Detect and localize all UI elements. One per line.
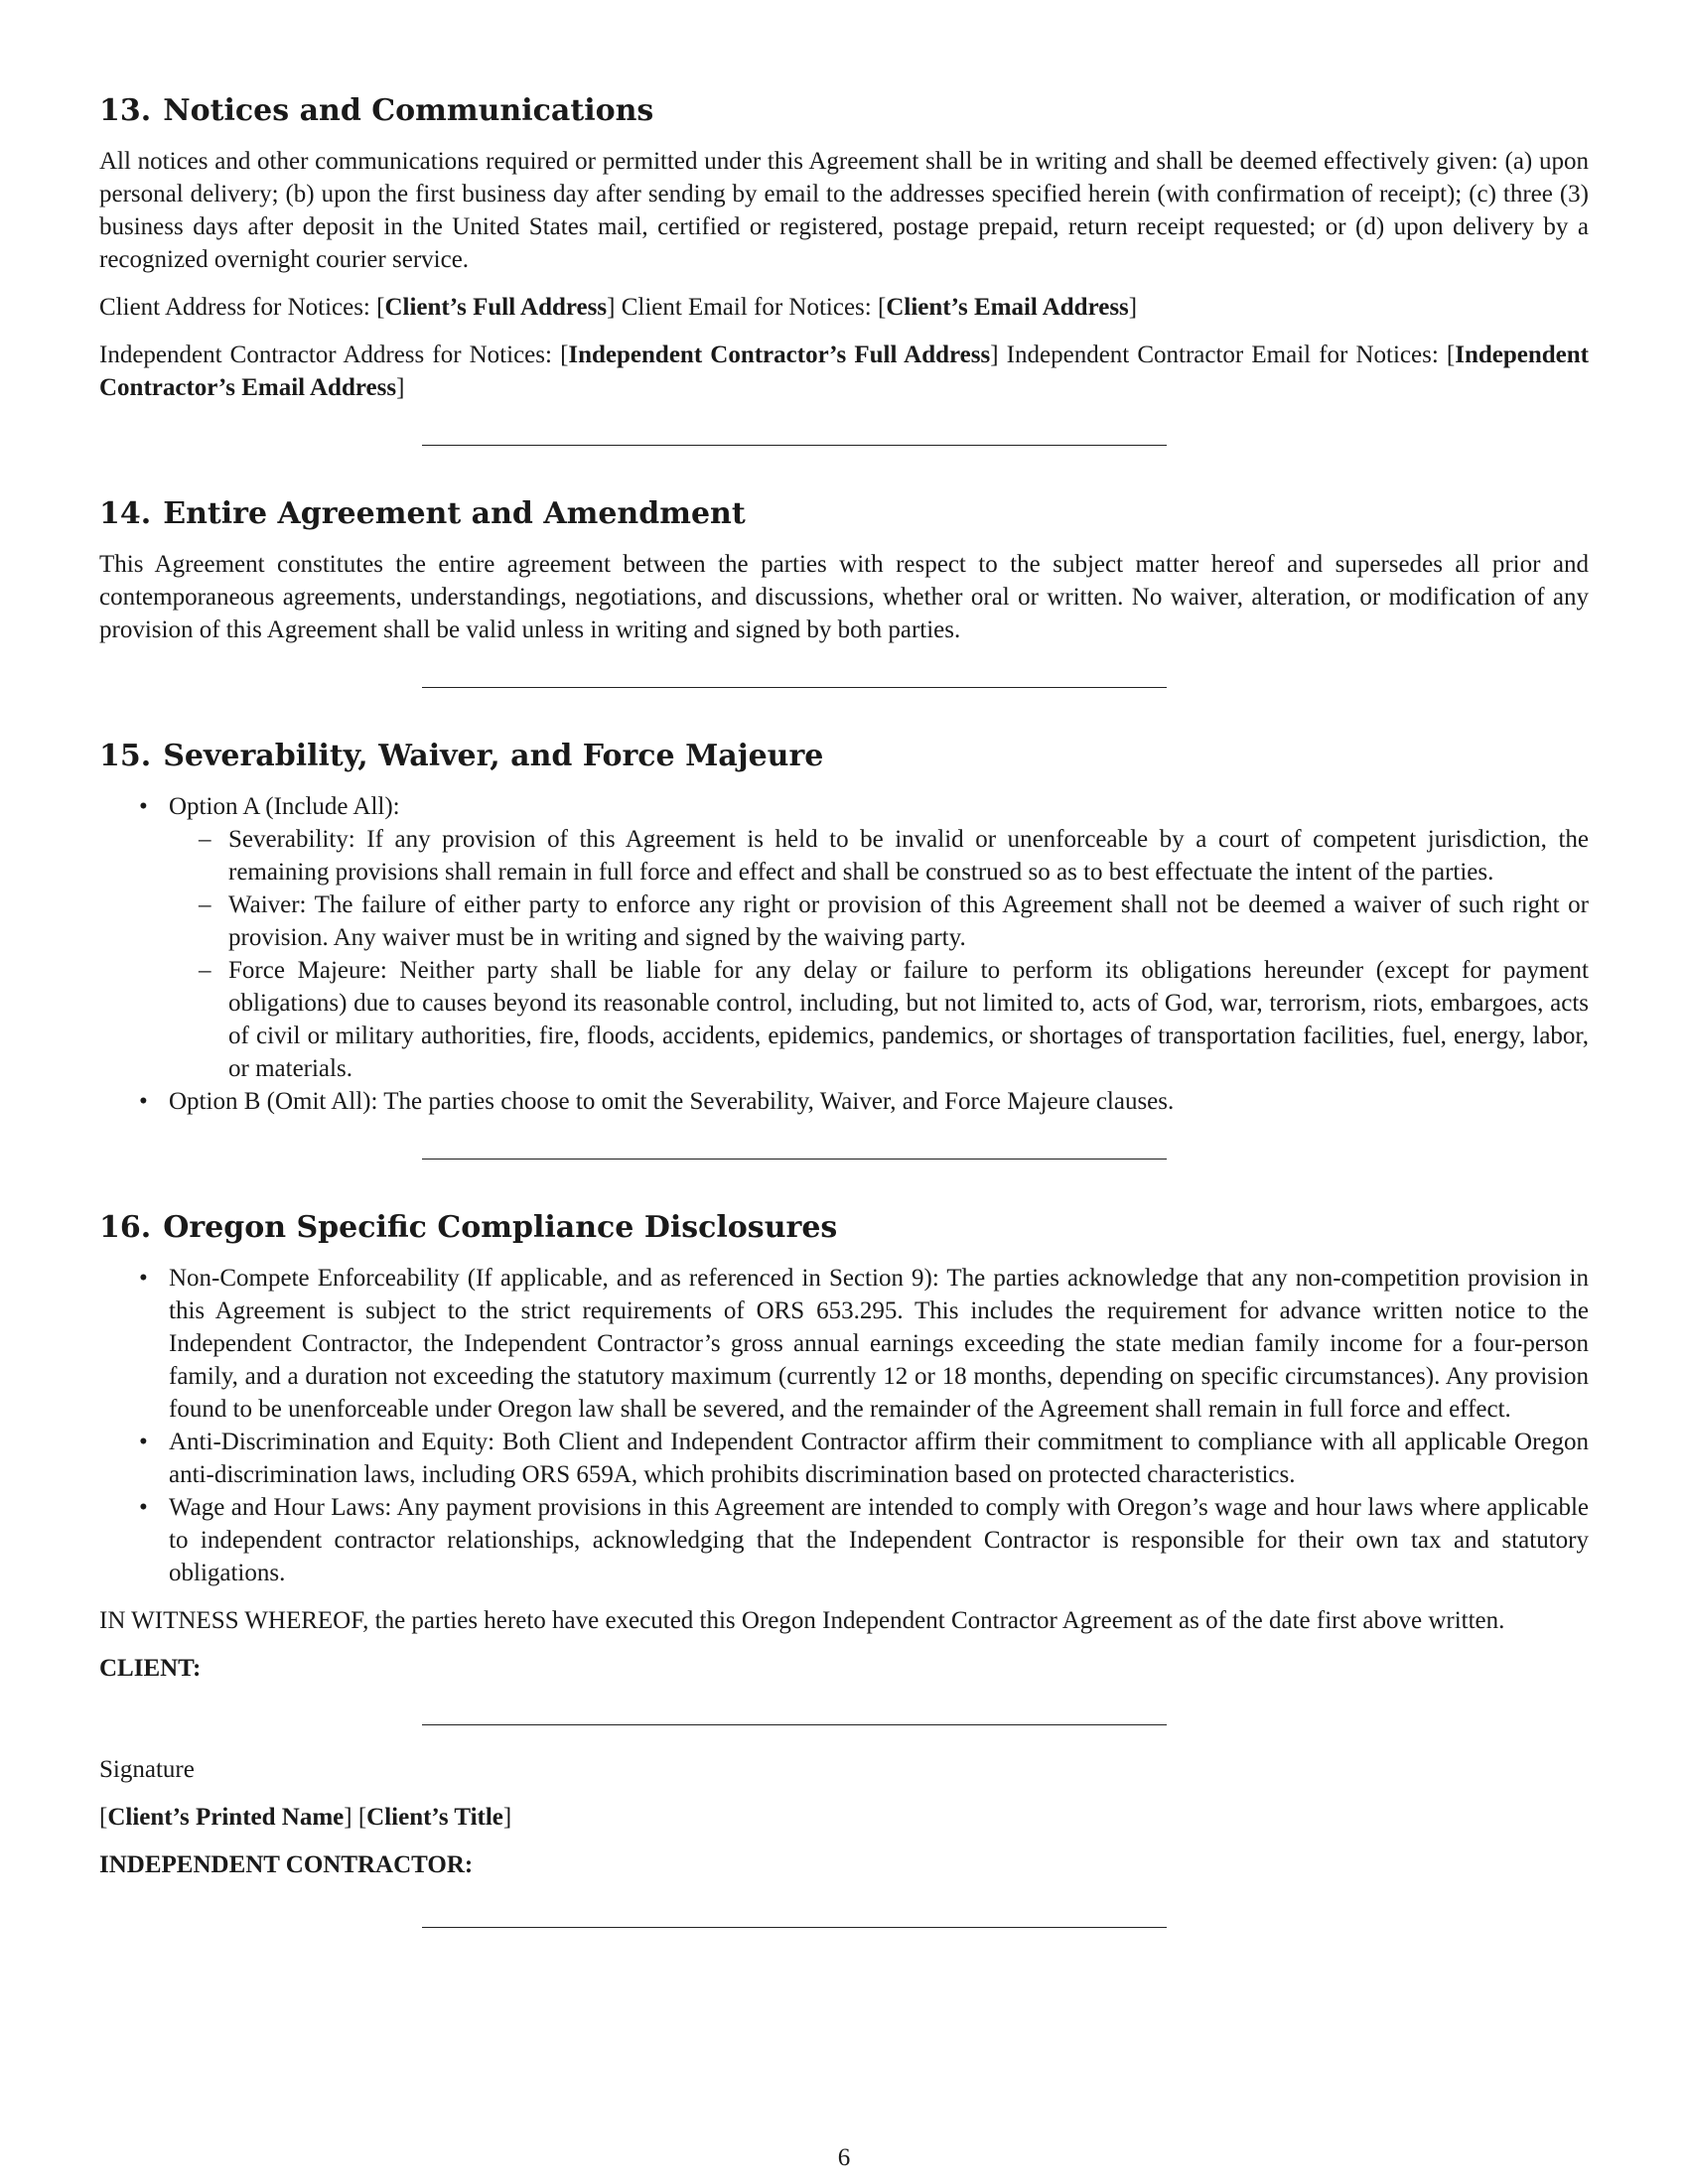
option-a-clauses xyxy=(169,823,1589,1085)
anti-discrimination-disclosure: • Anti-Discrimination and Equity: Both Client and Independent Contractor affirm their commitment to compliance with all applicable Oregon anti-discrimination laws, including ORS 659A, which prohibits discrimination based on protected characteristics. xyxy=(99,1426,1589,1491)
witness-statement: IN WITNESS WHEREOF, the parties hereto have executed this Oregon Independent Contractor Agreement as of the date first above written. xyxy=(99,1607,1505,1634)
client-printed-name-placeholder: Client’s Printed Name xyxy=(107,1804,345,1831)
section-15 xyxy=(99,737,1589,1118)
client-notice-line: Client Address for Notices: [Client’s Full Address] Client Email for Notices: [Client’s Email Address] xyxy=(99,294,1138,321)
section-14 xyxy=(99,494,1589,646)
ic-notice-line: Independent Contractor Address for Notices: [Independent Contractor’s Full Address] Independent Contractor Email for Notices: [Independent Contractor’s Email Address] xyxy=(99,341,1589,401)
section-15-title: Severability, Waiver, and Force Majeure xyxy=(163,739,824,773)
client-heading: CLIENT: xyxy=(99,1655,202,1682)
waiver-clause: – Waiver: The failure of either party to enforce any right or provision of this Agreement shall not be deemed a waiver of such right or provision. Any waiver must be in writing and signed by the waiving party. xyxy=(169,888,1589,954)
ic-address-placeholder: Independent Contractor’s Full Address xyxy=(568,341,991,368)
force-majeure-clause: – Force Majeure: Neither party shall be liable for any delay or failure to perform its obligations hereunder (except for payment obligations) due to causes beyond its reasonable control, including, but not limited to, acts of God, war, terrorism, riots, embargoes, acts of civil or military authorities, fire, floods, accidents, epidemics, pandemics, or shortages of transportation facilities, fuel, energy, labor, or materials. xyxy=(169,954,1589,1085)
section-16 xyxy=(99,1208,1589,1637)
section-divider xyxy=(422,687,1167,688)
section-13-title: Notices and Communications xyxy=(163,93,654,128)
section-13 xyxy=(99,91,1589,404)
signature-label: Signature xyxy=(99,1756,195,1783)
signature-block xyxy=(99,1652,1589,1928)
option-b: • Option B (Omit All): The parties choose to omit the Severability, Waiver, and Force Majeure clauses. xyxy=(99,1085,1589,1118)
section-15-options xyxy=(99,790,1589,1118)
section-13-heading xyxy=(99,91,1589,131)
non-compete-disclosure: • Non-Compete Enforceability (If applicable, and as referenced in Section 9): The parties acknowledge that any non-competition provision in this Agreement is subject to the strict requirements of ORS 653.295. This includes the requirement for advance written notice to the Independent Contractor, the Independent Contractor’s gross annual earnings exceeding the state median family income for a four-person family, and a duration not exceeding the statutory maximum (currently 12 or 18 months, depending on specific circumstances). Any provision found to be unenforceable under Oregon law shall be severed, and the remainder of the Agreement shall remain in full force and effect. xyxy=(99,1262,1589,1426)
section-13-number: 13. xyxy=(99,93,152,128)
page-number: 6 xyxy=(837,2144,851,2171)
severability-clause: – Severability: If any provision of this Agreement is held to be invalid or unenforceable by a court of competent jurisdiction, the remaining provisions shall remain in full force and effect and shall be construed so as to best effectuate the intent of the parties. xyxy=(169,823,1589,888)
client-address-placeholder: Client’s Full Address xyxy=(384,294,608,321)
section-14-number: 14. xyxy=(99,496,152,531)
section-14-title: Entire Agreement and Amendment xyxy=(163,496,746,531)
wage-hour-disclosure: • Wage and Hour Laws: Any payment provisions in this Agreement are intended to comply with Oregon’s wage and hour laws where applicable to independent contractor relationships, acknowledging that the Independent Contractor is responsible for their own tax and statutory obligations. xyxy=(99,1491,1589,1589)
ic-signature-line[interactable] xyxy=(422,1927,1167,1928)
ic-address-label: Independent Contractor Address for Notices: xyxy=(99,341,561,368)
section-13-body: All notices and other communications required or permitted under this Agreement shall be in writing and shall be deemed effectively given: (a) upon personal delivery; (b) upon the first business day after sending by email to the addresses specified herein (with confirmation of receipt); (c) three (3) business days after deposit in the United States mail, certified or registered, postage prepaid, return receipt requested; or (d) upon delivery by a recognized overnight courier service. xyxy=(99,148,1589,273)
ic-email-label: Independent Contractor Email for Notices: xyxy=(998,341,1447,368)
client-title-placeholder: Client’s Title xyxy=(366,1804,503,1831)
section-16-disclosures xyxy=(99,1262,1589,1589)
section-16-number: 16. xyxy=(99,1210,152,1245)
client-email-label: Client Email for Notices: xyxy=(615,294,878,321)
section-15-number: 15. xyxy=(99,739,152,773)
document-page xyxy=(99,91,1589,1956)
client-email-placeholder: Client’s Email Address xyxy=(886,294,1129,321)
ic-heading: INDEPENDENT CONTRACTOR: xyxy=(99,1851,474,1878)
section-16-title: Oregon Specific Compliance Disclosures xyxy=(163,1210,838,1245)
option-a xyxy=(99,790,1589,1085)
option-a-label: Option A (Include All): xyxy=(169,793,400,820)
ic-email-placeholder: Independent Contractor’s Email Address xyxy=(99,341,1589,401)
section-16-heading xyxy=(99,1208,1589,1248)
section-divider xyxy=(422,445,1167,446)
client-address-label: Client Address for Notices: xyxy=(99,294,377,321)
client-name-title-line: [Client’s Printed Name] [Client’s Title] xyxy=(99,1804,512,1831)
client-signature-line[interactable] xyxy=(422,1724,1167,1725)
section-divider xyxy=(422,1159,1167,1160)
section-14-heading xyxy=(99,494,1589,534)
section-15-heading xyxy=(99,737,1589,776)
section-14-body: This Agreement constitutes the entire agreement between the parties with respect to the subject matter hereof and supersedes all prior and contemporaneous agreements, understandings, negotiations, and discussions, whether oral or written. No waiver, alteration, or modification of any provision of this Agreement shall be valid unless in writing and signed by both parties. xyxy=(99,551,1589,643)
